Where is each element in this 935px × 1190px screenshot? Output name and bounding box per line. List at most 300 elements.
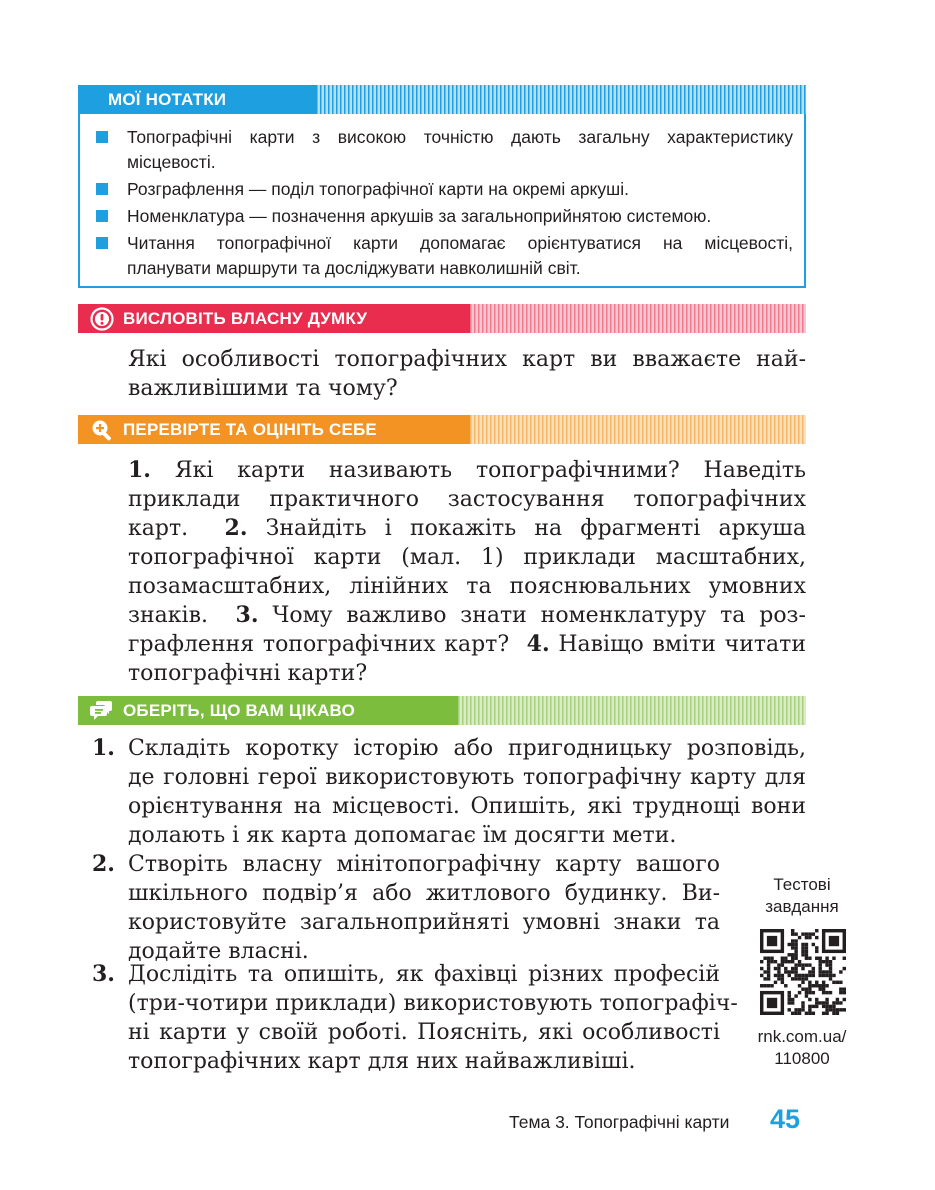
qr-module xyxy=(794,950,797,953)
question-text: карт. xyxy=(128,516,225,541)
qr-module xyxy=(784,970,787,973)
qr-module xyxy=(818,1001,821,1004)
qr-caption-bottom xyxy=(740,1026,864,1070)
check-header-solid xyxy=(78,415,470,444)
task-line: Створіть власну мінітопографічну карту вашого xyxy=(128,852,720,877)
qr-module xyxy=(791,943,794,946)
qr-module xyxy=(843,1008,846,1011)
qr-module xyxy=(784,984,787,987)
notes-box xyxy=(78,114,806,288)
qr-module xyxy=(794,1008,797,1011)
qr-module xyxy=(825,963,828,966)
qr-module xyxy=(767,967,770,970)
qr-module xyxy=(825,1008,828,1011)
qr-module xyxy=(798,963,801,966)
qr-module xyxy=(822,974,825,977)
qr-module xyxy=(794,957,797,960)
question-text: Навіщо вміти читати xyxy=(549,632,806,657)
qr-module xyxy=(801,963,804,966)
qr-module xyxy=(788,974,791,977)
qr-module xyxy=(767,957,770,960)
qr-module xyxy=(767,970,770,973)
qr-module xyxy=(815,946,818,949)
qr-caption-line: Тестові xyxy=(773,875,831,894)
qr-module xyxy=(815,929,818,932)
qr-module xyxy=(791,932,794,935)
qr-module xyxy=(777,970,780,973)
qr-module xyxy=(815,981,818,984)
qr-module xyxy=(791,998,794,1001)
qr-module xyxy=(791,977,794,980)
choose-header-stripes xyxy=(458,696,806,725)
magnifier-plus-icon xyxy=(90,418,114,442)
qr-module xyxy=(832,1012,835,1015)
qr-module xyxy=(808,974,811,977)
qr-module xyxy=(781,974,784,977)
qr-module xyxy=(843,987,846,990)
qr-module xyxy=(808,984,811,987)
qr-module xyxy=(791,967,794,970)
qr-module xyxy=(818,987,821,990)
qr-module xyxy=(822,991,825,994)
qr-module xyxy=(825,1005,828,1008)
qr-module xyxy=(798,974,801,977)
qr-module xyxy=(760,974,763,977)
qr-module xyxy=(798,936,801,939)
check-title: ПЕРЕВІРТЕ ТА ОЦІНІТЬ СЕБЕ xyxy=(123,419,377,439)
footer-topic: Тема 3. Топографічні карти xyxy=(509,1112,730,1132)
qr-module xyxy=(774,974,777,977)
qr-module xyxy=(801,1008,804,1011)
check-line xyxy=(128,601,806,630)
square-bullet-icon xyxy=(96,131,108,143)
qr-module xyxy=(794,994,797,997)
qr-module xyxy=(798,991,801,994)
qr-module xyxy=(812,1005,815,1008)
qr-module xyxy=(770,957,773,960)
qr-module xyxy=(794,970,797,973)
qr-module xyxy=(788,1008,791,1011)
qr-module xyxy=(822,1005,825,1008)
opinion-line: Які особливості топографічних карт ви вважаєте най- xyxy=(128,347,806,372)
qr-module xyxy=(829,970,832,973)
qr-module xyxy=(788,943,791,946)
task-line: Дослідіть та опишіть, як фахівці різних професій xyxy=(128,962,720,987)
qr-module xyxy=(794,939,797,942)
question-text: знаків. xyxy=(128,603,236,628)
qr-module xyxy=(791,960,794,963)
qr-module xyxy=(781,957,784,960)
qr-module xyxy=(839,987,842,990)
qr-module xyxy=(815,950,818,953)
qr-module xyxy=(808,981,811,984)
qr-module xyxy=(784,960,787,963)
task-line: Складіть коротку історію або пригодницьку розповідь, xyxy=(128,736,806,761)
qr-module xyxy=(788,998,791,1001)
qr-module xyxy=(763,970,766,973)
question-text: позамасштабних, лінійних та пояснювальних умовних xyxy=(128,574,806,599)
qr-module xyxy=(808,991,811,994)
qr-module xyxy=(822,970,825,973)
qr-module xyxy=(791,953,794,956)
qr-module xyxy=(843,967,846,970)
qr-module xyxy=(843,957,846,960)
qr-link-line[interactable]: rnk.com.ua/ xyxy=(757,1027,847,1046)
qr-module xyxy=(812,991,815,994)
qr-module xyxy=(839,991,842,994)
notes-item xyxy=(96,204,793,229)
qr-module xyxy=(760,984,763,987)
notes-list xyxy=(96,125,793,283)
notes-item-line: планувати маршрути та досліджувати навколишній світ. xyxy=(127,258,581,278)
task-line: орієнтування на місцевості. Опишіть, які труднощі вони xyxy=(128,794,806,819)
qr-module xyxy=(829,936,839,946)
check-line xyxy=(128,456,806,485)
qr-module xyxy=(794,974,797,977)
qr-caption-top xyxy=(740,874,864,918)
qr-module xyxy=(788,953,791,956)
qr-module xyxy=(805,974,808,977)
notes-header-solid xyxy=(78,85,316,114)
task-line: ні карти у своїй роботі. Поясніть, які особливості xyxy=(128,1020,720,1045)
qr-module xyxy=(791,946,794,949)
qr-module xyxy=(767,963,770,966)
qr-module xyxy=(839,1008,842,1011)
qr-module xyxy=(763,957,766,960)
qr-module xyxy=(791,939,794,942)
notes-item xyxy=(96,177,793,202)
task-number: 2. xyxy=(92,851,115,877)
qr-module xyxy=(812,984,815,987)
qr-module xyxy=(825,974,828,977)
qr-module xyxy=(798,1012,801,1015)
qr-module xyxy=(801,946,804,949)
check-header-stripes xyxy=(470,415,806,444)
check-line xyxy=(128,514,806,543)
task-line: шкільного подвір’я або житлового будинку. Ви- xyxy=(128,881,720,906)
qr-module xyxy=(825,957,828,960)
qr-module xyxy=(788,1001,791,1004)
qr-module xyxy=(781,977,784,980)
qr-module xyxy=(781,981,784,984)
qr-module xyxy=(798,960,801,963)
qr-module xyxy=(777,967,780,970)
qr-module xyxy=(808,932,811,935)
qr-module xyxy=(825,998,828,1001)
qr-module xyxy=(784,957,787,960)
page-number: 45 xyxy=(770,1104,801,1134)
qr-module xyxy=(763,984,766,987)
qr-module xyxy=(812,974,815,977)
qr-module xyxy=(760,967,763,970)
qr-module xyxy=(791,1012,794,1015)
qr-module xyxy=(770,984,773,987)
task-line: де головні герої використовують топографічну карту для xyxy=(128,765,806,790)
question-number: 1. xyxy=(128,457,151,483)
qr-module xyxy=(794,1012,797,1015)
qr-caption-line: завдання xyxy=(765,897,839,916)
qr-module xyxy=(808,1012,811,1015)
qr-module xyxy=(836,1008,839,1011)
qr-module xyxy=(829,991,832,994)
choose-title: ОБЕРІТЬ, ЩО ВАМ ЦІКАВО xyxy=(123,700,356,720)
qr-module xyxy=(767,977,770,980)
opinion-header xyxy=(78,304,806,333)
qr-module xyxy=(777,963,780,966)
qr-module xyxy=(791,929,794,932)
check-questions xyxy=(128,456,806,688)
qr-module xyxy=(791,970,794,973)
opinion-title: ВИСЛОВІТЬ ВЛАСНУ ДУМКУ xyxy=(123,308,368,328)
qr-module xyxy=(832,981,835,984)
qr-module xyxy=(808,963,811,966)
qr-module xyxy=(788,960,791,963)
qr-module xyxy=(832,974,835,977)
question-text: топографічної карти (мал. 1) приклади масштабних, xyxy=(128,545,806,570)
qr-module xyxy=(818,957,821,960)
qr-module xyxy=(788,970,791,973)
qr-module xyxy=(815,1005,818,1008)
notes-title: МОЇ НОТАТКИ xyxy=(108,89,227,109)
qr-module xyxy=(805,957,808,960)
qr-module xyxy=(801,977,804,980)
qr-module xyxy=(808,970,811,973)
qr-module xyxy=(791,1001,794,1004)
qr-module xyxy=(843,991,846,994)
qr-module xyxy=(805,936,808,939)
task-line: топографічних карт для них найважливіші. xyxy=(128,1049,636,1074)
question-number: 3. xyxy=(235,602,259,628)
qr-module xyxy=(805,1012,808,1015)
qr-module xyxy=(788,991,791,994)
qr-module xyxy=(825,1001,828,1004)
qr-module xyxy=(808,987,811,990)
choose-header-solid xyxy=(78,696,458,725)
qr-module xyxy=(805,950,808,953)
qr-module xyxy=(829,967,832,970)
qr-module xyxy=(801,943,804,946)
qr-module xyxy=(818,967,821,970)
notes-item-line: Номенклатура — позначення аркушів за загальноприйнятою системою. xyxy=(127,206,712,226)
check-line xyxy=(128,659,806,688)
qr-module xyxy=(815,936,818,939)
task-text xyxy=(128,850,720,966)
qr-module xyxy=(829,1008,832,1011)
qr-module xyxy=(815,957,818,960)
qr-module xyxy=(794,943,797,946)
qr-module xyxy=(801,967,804,970)
qr-module xyxy=(767,984,770,987)
qr-module xyxy=(839,970,842,973)
qr-module xyxy=(805,953,808,956)
qr-module xyxy=(763,977,766,980)
qr-module xyxy=(767,998,777,1008)
qr-module xyxy=(801,1005,804,1008)
qr-module xyxy=(801,953,804,956)
qr-module xyxy=(798,977,801,980)
check-line xyxy=(128,543,806,572)
qr-module xyxy=(808,957,811,960)
qr-module xyxy=(774,960,777,963)
qr-module xyxy=(808,998,811,1001)
qr-module xyxy=(777,977,780,980)
qr-module xyxy=(774,967,777,970)
qr-module xyxy=(812,943,815,946)
opinion-line: важливішими та чому? xyxy=(128,376,398,401)
notes-item-line: Читання топографічної карти допомагає орієнтуватися на місцевості, xyxy=(127,233,793,253)
task-line: користовуйте загальноприйняті умовні знаки та xyxy=(128,910,720,935)
qr-module xyxy=(770,960,773,963)
qr-module xyxy=(801,974,804,977)
qr-module xyxy=(832,957,835,960)
qr-module xyxy=(774,981,777,984)
chat-bubbles-icon xyxy=(90,699,114,723)
qr-module xyxy=(818,963,821,966)
qr-module xyxy=(801,950,804,953)
qr-module xyxy=(815,1001,818,1004)
qr-module xyxy=(822,960,825,963)
qr-module xyxy=(815,984,818,987)
notes-header-stripes xyxy=(316,85,806,114)
qr-module xyxy=(832,1001,835,1004)
question-text: Знайдіть і покажіть на фрагменті аркуша xyxy=(247,516,806,541)
qr-module xyxy=(808,1008,811,1011)
qr-module xyxy=(794,953,797,956)
qr-module xyxy=(818,974,821,977)
qr-module xyxy=(822,1012,825,1015)
check-line xyxy=(128,485,806,514)
qr-module xyxy=(825,991,828,994)
question-number: 4. xyxy=(526,631,550,657)
qr-module xyxy=(801,981,804,984)
qr-module xyxy=(812,967,815,970)
check-header xyxy=(78,415,806,444)
notes-item-line: місцевості. xyxy=(127,152,216,172)
qr-module xyxy=(818,960,821,963)
qr-module xyxy=(784,967,787,970)
question-text: приклади практичного застосування топографічних xyxy=(128,487,806,512)
qr-module xyxy=(805,987,808,990)
question-text: топографічні карти? xyxy=(128,661,368,686)
task-number: 3. xyxy=(92,961,115,987)
qr-link-line[interactable]: 110800 xyxy=(774,1049,830,1068)
qr-module xyxy=(829,977,832,980)
notes-item-line: Топографічні карти з високою точністю дають загальну характеристику xyxy=(127,127,793,147)
notes-item xyxy=(96,125,793,175)
qr-module xyxy=(794,967,797,970)
qr-module xyxy=(805,994,808,997)
exclamation-circle-icon xyxy=(90,307,114,331)
qr-module xyxy=(822,987,825,990)
task-text xyxy=(128,734,806,850)
qr-module xyxy=(829,963,832,966)
qr-module xyxy=(836,998,839,1001)
qr-module xyxy=(791,957,794,960)
qr-module xyxy=(801,987,804,990)
qr-module xyxy=(805,963,808,966)
qr-module xyxy=(822,981,825,984)
qr-module xyxy=(798,1008,801,1011)
check-line xyxy=(128,572,806,601)
task-text xyxy=(128,960,738,1076)
qr-module xyxy=(798,984,801,987)
qr-module xyxy=(839,1001,842,1004)
task-line: додайте власні. xyxy=(128,939,309,964)
qr-module xyxy=(812,1012,815,1015)
qr-module xyxy=(829,974,832,977)
qr-module xyxy=(836,1001,839,1004)
qr-module xyxy=(836,981,839,984)
qr-module xyxy=(812,970,815,973)
question-number: 2. xyxy=(224,515,248,541)
task-line: долають і як карта допомагає їм досягти мети. xyxy=(128,823,677,848)
qr-module xyxy=(829,1005,832,1008)
qr-module xyxy=(818,984,821,987)
qr-module xyxy=(805,977,808,980)
qr-module xyxy=(829,960,832,963)
qr-module xyxy=(805,932,808,935)
qr-module xyxy=(805,991,808,994)
qr-code[interactable] xyxy=(760,929,846,1015)
qr-module xyxy=(832,1008,835,1011)
qr-module xyxy=(836,1012,839,1015)
qr-module xyxy=(843,998,846,1001)
notes-item-line: Розграфлення — поділ топографічної карти на окремі аркуші. xyxy=(127,179,629,199)
qr-module xyxy=(825,960,828,963)
opinion-question xyxy=(128,345,806,403)
qr-module xyxy=(818,970,821,973)
qr-module xyxy=(822,1001,825,1004)
qr-module xyxy=(812,932,815,935)
qr-module xyxy=(801,1001,804,1004)
qr-module xyxy=(808,1005,811,1008)
square-bullet-icon xyxy=(96,183,108,195)
qr-module xyxy=(767,974,770,977)
question-text: Які карти називають топографічними? Наведіть xyxy=(150,458,806,483)
notes-header xyxy=(78,85,806,114)
qr-module xyxy=(767,936,777,946)
qr-module xyxy=(825,970,828,973)
qr-module xyxy=(805,946,808,949)
qr-module xyxy=(794,946,797,949)
qr-module xyxy=(839,981,842,984)
qr-module xyxy=(825,1012,828,1015)
qr-module xyxy=(801,932,804,935)
qr-module xyxy=(781,960,784,963)
qr-module xyxy=(815,998,818,1001)
question-text: Чому важливо знати номенклатуру та роз- xyxy=(258,603,806,628)
opinion-header-stripes xyxy=(470,304,806,333)
task-line: (три-чотири приклади) використовують топографіч- xyxy=(128,991,738,1016)
square-bullet-icon xyxy=(96,210,108,222)
qr-module xyxy=(794,932,797,935)
opinion-header-solid xyxy=(78,304,470,333)
qr-module xyxy=(794,977,797,980)
question-text: графлення топографічних карт? xyxy=(128,632,527,657)
qr-module xyxy=(760,960,763,963)
check-line xyxy=(128,630,806,659)
choose-header xyxy=(78,696,806,725)
notes-item xyxy=(96,231,793,281)
qr-module xyxy=(825,984,828,987)
qr-module xyxy=(788,994,791,997)
qr-module xyxy=(832,1005,835,1008)
qr-module xyxy=(781,963,784,966)
qr-module xyxy=(808,936,811,939)
qr-module xyxy=(767,960,770,963)
qr-module xyxy=(777,974,780,977)
qr-module xyxy=(794,963,797,966)
